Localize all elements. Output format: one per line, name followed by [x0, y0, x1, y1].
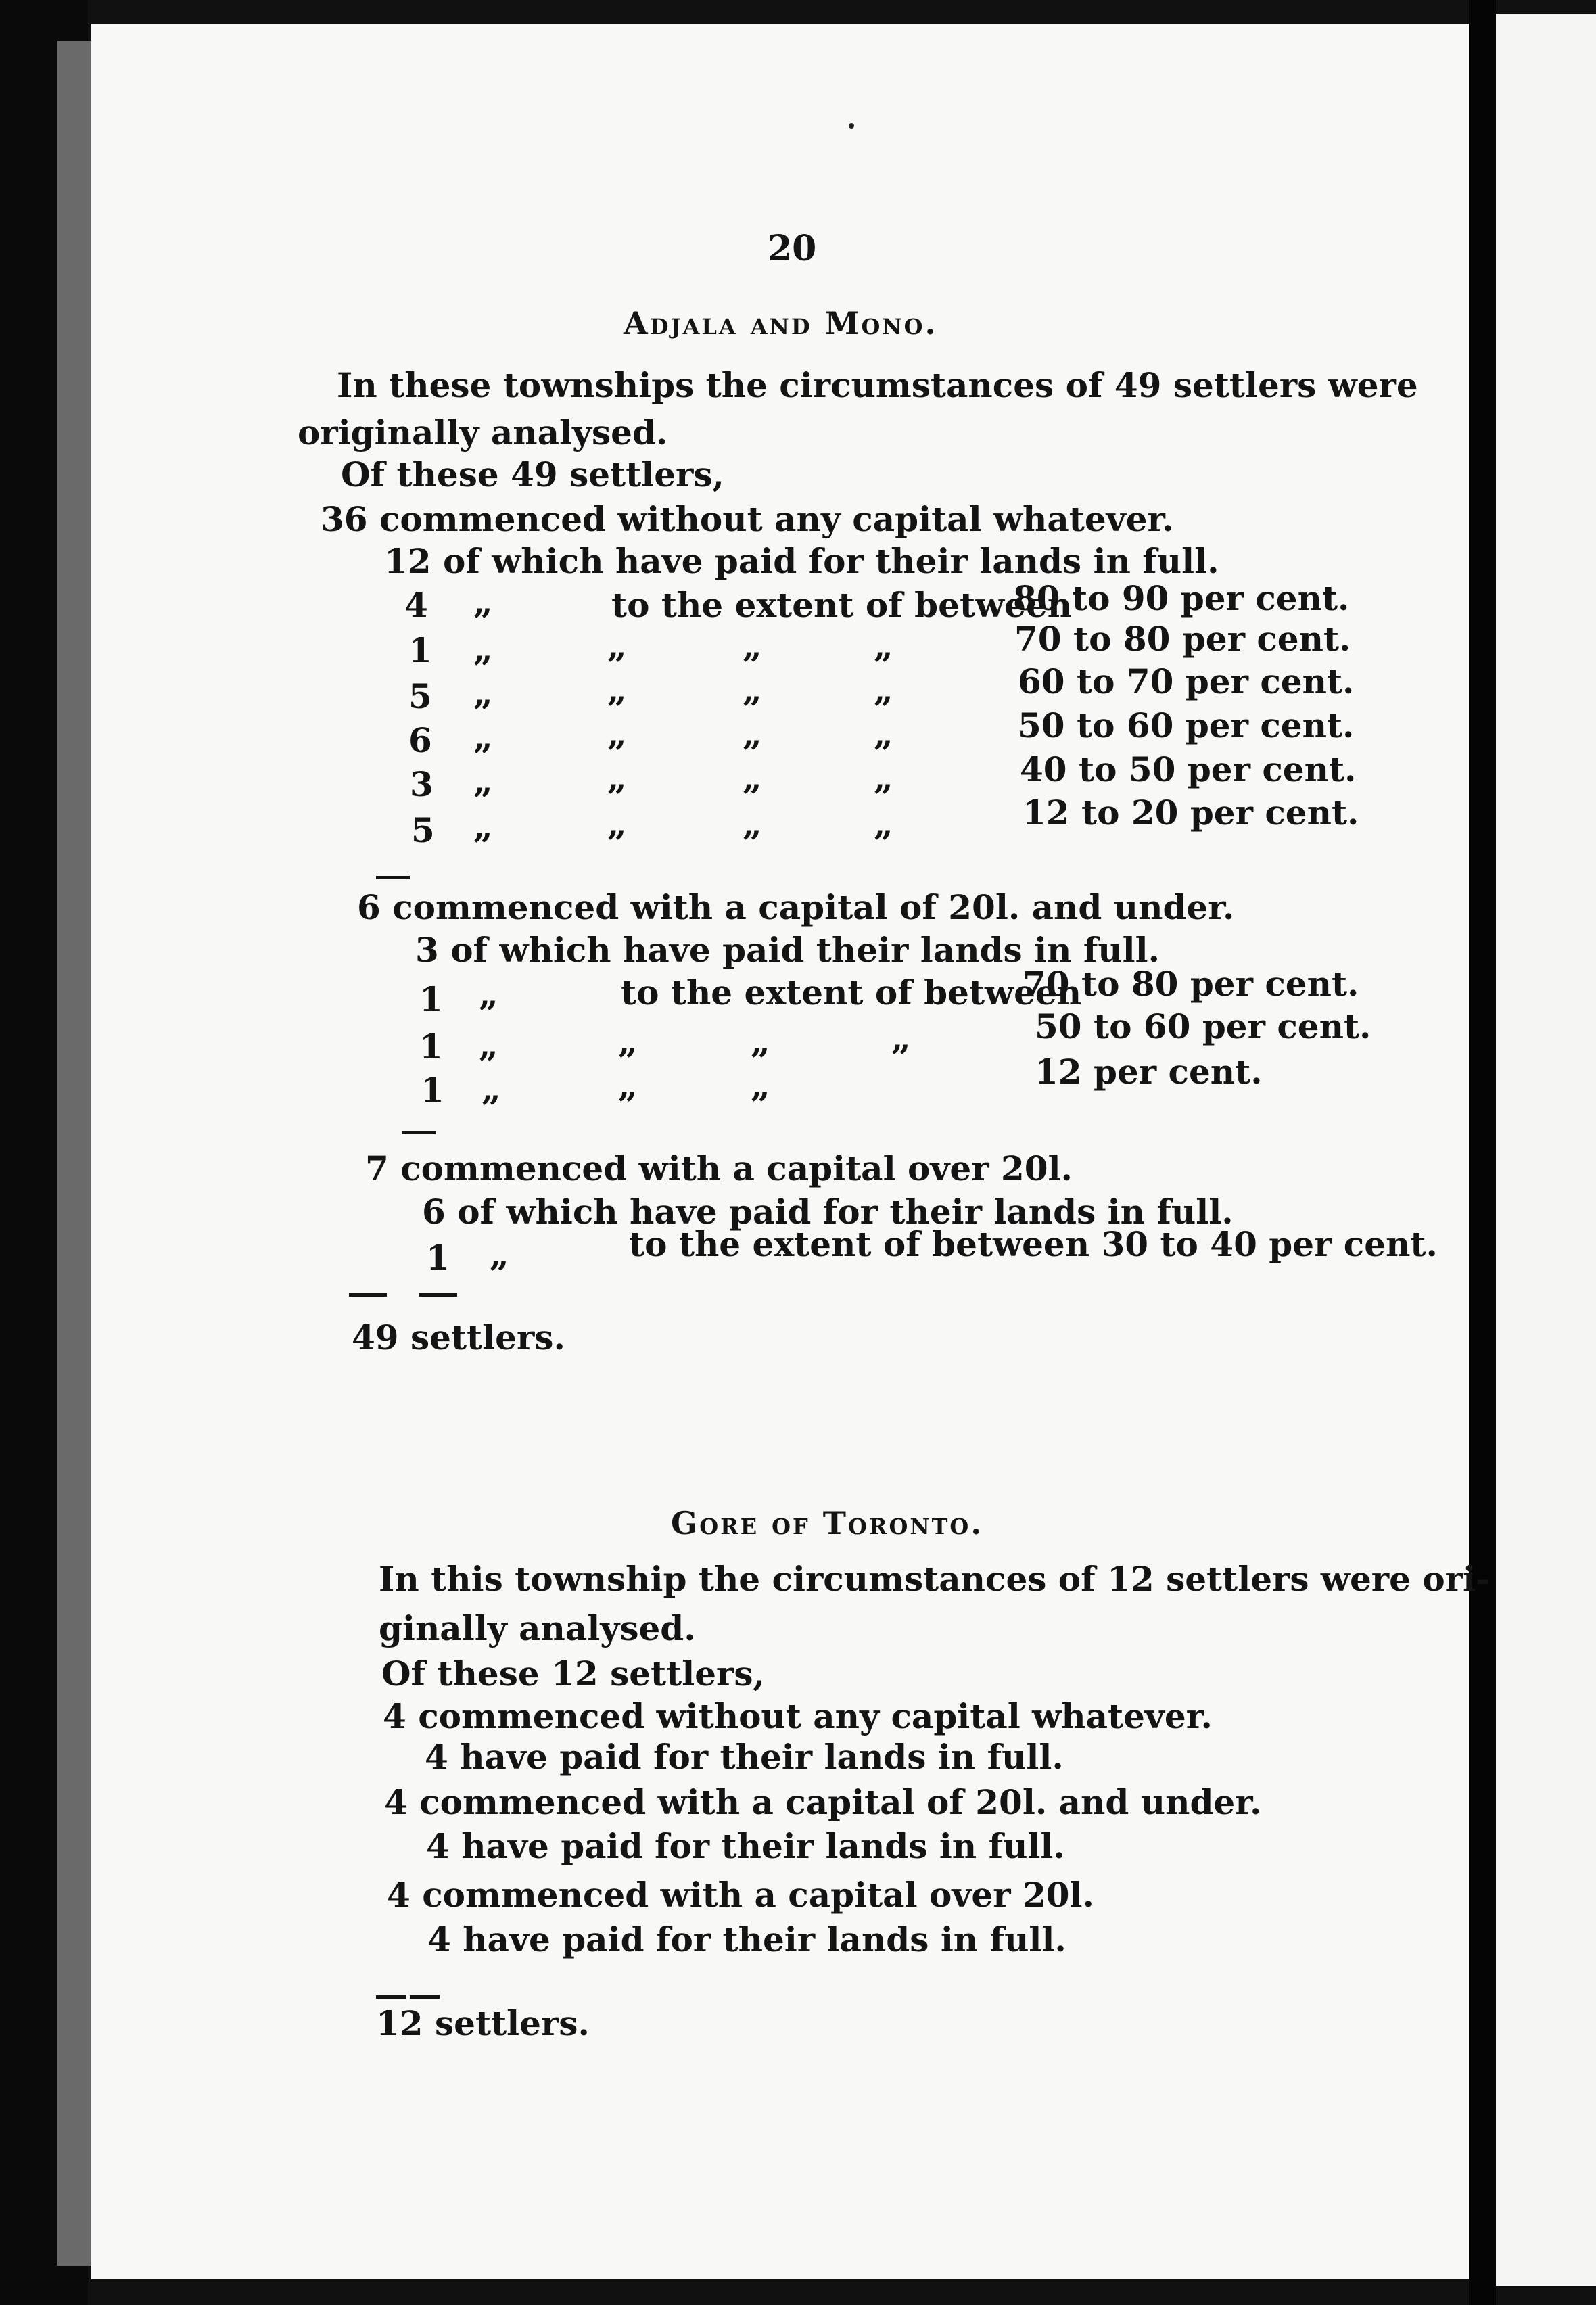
total-rule: [419, 1293, 457, 1297]
ditto-mark: „: [473, 582, 493, 622]
ditto-mark: „: [743, 714, 762, 753]
book-gutter: [1469, 0, 1496, 2305]
ditto-mark: „: [473, 717, 493, 757]
group1-row-range: 50 to 60 per cent.: [1018, 705, 1355, 745]
section2-line: 4 commenced without any capital whatever.: [383, 1696, 1213, 1736]
intro-line-2: ginally analysed.: [379, 1608, 696, 1648]
ditto-mark: „: [751, 1065, 770, 1105]
group3-header: 7 commenced with a capital over 20l.: [365, 1148, 1073, 1188]
group3-row-count: 1: [426, 1238, 450, 1278]
ditto-mark: „: [743, 626, 762, 666]
group2-row-count: 1: [419, 979, 443, 1019]
ditto-mark: „: [473, 673, 493, 713]
ditto-mark: „: [751, 1021, 770, 1061]
ditto-mark: „: [874, 804, 893, 843]
group1-row-range: 12 to 20 per cent.: [1023, 793, 1359, 833]
intro-line-1: In this township the circumstances of 12 settlers were ori-: [379, 1559, 1490, 1599]
ditto-mark: „: [607, 670, 627, 709]
ditto-mark: „: [618, 1021, 638, 1061]
ditto-mark: „: [618, 1065, 638, 1105]
ditto-mark: „: [874, 714, 893, 753]
ditto-mark: „: [874, 626, 893, 666]
ditto-mark: „: [607, 758, 627, 797]
total-rule: [349, 1293, 387, 1297]
group2-row-range: 70 to 80 per cent.: [1023, 964, 1359, 1004]
ditto-mark: „: [874, 670, 893, 709]
group3-row-text: to the extent of between 30 to 40 per cent.: [629, 1224, 1438, 1264]
group1-row-range: 80 to 90 per cent.: [1013, 578, 1350, 618]
ditto-mark: „: [479, 1025, 498, 1065]
ink-speck: [849, 123, 854, 129]
section2-line: 4 have paid for their lands in full.: [427, 1919, 1066, 1959]
group1-row-count: 5: [411, 810, 435, 850]
ditto-mark: „: [490, 1234, 509, 1274]
group1-header: 36 commenced without any capital whatever.: [321, 499, 1174, 539]
ditto-mark: „: [607, 626, 627, 666]
group2-header: 6 commenced with a capital of 20l. and under.: [357, 887, 1235, 927]
ditto-mark: „: [479, 974, 498, 1014]
subtotal-rule: [376, 876, 410, 879]
group2-row-range: 50 to 60 per cent.: [1035, 1006, 1371, 1046]
section2-line: 4 commenced with a capital of 20l. and under.: [384, 1782, 1262, 1822]
section1-total: 49 settlers.: [352, 1318, 565, 1357]
group1-row-count: 1: [408, 630, 432, 670]
section-heading-adjala-mono: Adjala and Mono.: [624, 305, 938, 342]
section-heading-gore-of-toronto: Gore of Toronto.: [671, 1505, 984, 1541]
group2-row-count: 1: [421, 1070, 444, 1110]
group1-row-text: to the extent of between: [611, 585, 1073, 625]
group2-row-count: 1: [419, 1027, 443, 1067]
group1-row-range: 60 to 70 per cent.: [1018, 661, 1355, 701]
group2-row-range: 12 per cent.: [1035, 1052, 1263, 1092]
group1-row-count: 3: [410, 764, 433, 804]
intro-line-2: originally analysed.: [298, 413, 668, 452]
group1-row-range: 40 to 50 per cent.: [1020, 749, 1357, 789]
of-these-line: Of these 12 settlers,: [381, 1654, 765, 1694]
total-rule: [376, 1995, 406, 1999]
ditto-mark: „: [743, 804, 762, 843]
ditto-mark: „: [743, 670, 762, 709]
ditto-mark: „: [743, 758, 762, 797]
section2-line: 4 have paid for their lands in full.: [425, 1737, 1064, 1777]
subtotal-rule: [402, 1131, 436, 1134]
group2-paid: 3 of which have paid their lands in full.: [415, 930, 1160, 970]
intro-line-1: In these townships the circumstances of 49 settlers were: [337, 365, 1418, 405]
group1-paid: 12 of which have paid for their lands in full.: [384, 541, 1219, 581]
ditto-mark: „: [607, 714, 627, 753]
ditto-mark: „: [891, 1018, 911, 1058]
facing-page-strip: [1491, 14, 1596, 2286]
ditto-mark: „: [482, 1069, 501, 1109]
page-number: 20: [768, 228, 817, 269]
section2-line: 4 commenced with a capital over 20l.: [387, 1875, 1094, 1915]
group2-row-text: to the extent of between: [621, 973, 1082, 1012]
ditto-mark: „: [473, 806, 493, 846]
ditto-mark: „: [607, 804, 627, 843]
ditto-mark: „: [473, 761, 493, 801]
group1-row-count: 4: [404, 585, 428, 625]
of-these-line: Of these 49 settlers,: [341, 455, 724, 494]
ditto-mark: „: [874, 758, 893, 797]
section2-total: 12 settlers.: [376, 2003, 590, 2043]
group1-row-count: 6: [408, 720, 432, 760]
ditto-mark: „: [473, 629, 493, 669]
book-page-edges: [57, 41, 95, 2266]
total-rule: [410, 1995, 440, 1999]
section2-line: 4 have paid for their lands in full.: [426, 1826, 1065, 1866]
group1-row-range: 70 to 80 per cent.: [1014, 619, 1351, 659]
group3-paid: 6 of which have paid for their lands in full.: [422, 1192, 1234, 1232]
group1-row-count: 5: [408, 676, 432, 716]
